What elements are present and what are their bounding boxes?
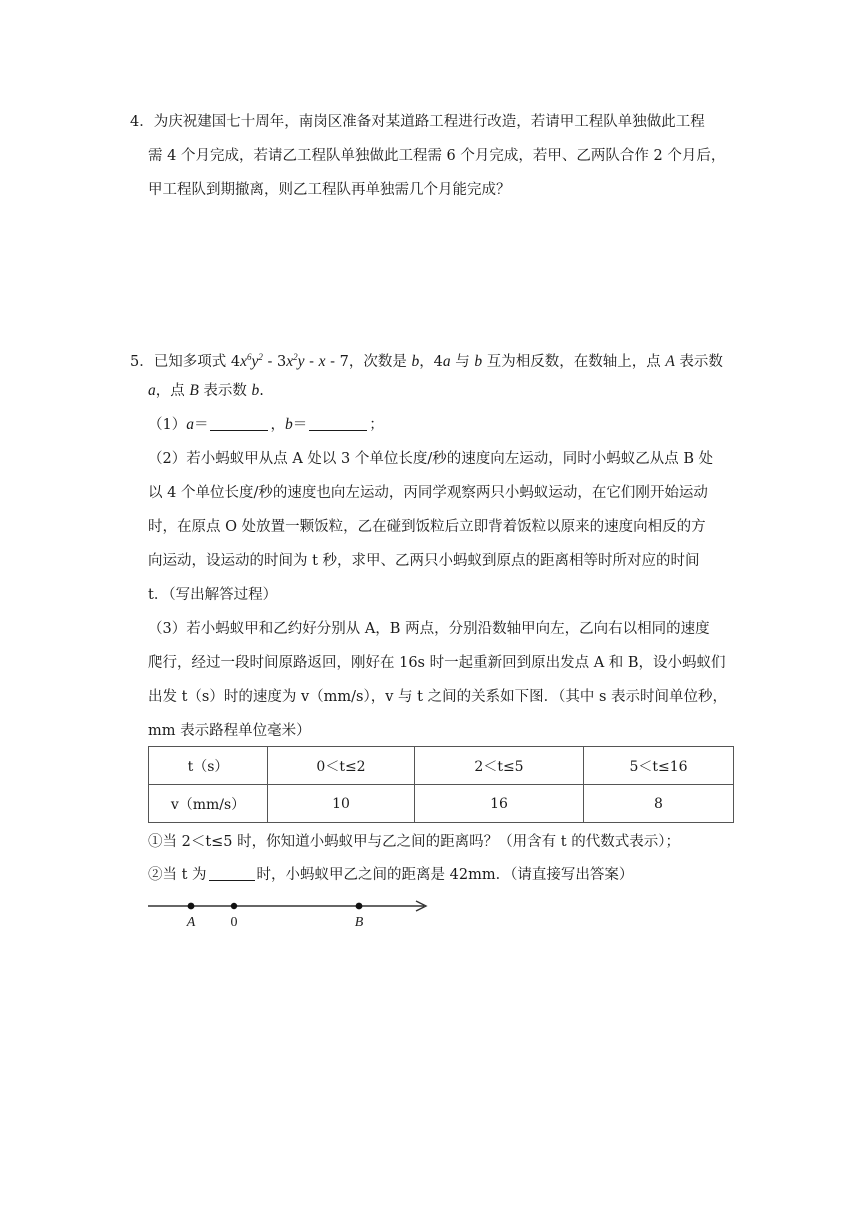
sub-2-prefix: ②当 t 为: [148, 867, 207, 883]
table-cell: 2＜t≤5: [415, 747, 584, 785]
point-b-dot: [356, 903, 363, 910]
q4-line-3: 甲工程队到期撤离，则乙工程队再单独需几个月能完成？: [148, 182, 511, 198]
polynomial-term-1: $x^6y^2$: [240, 352, 263, 370]
q4-line-2: 需 4 个月完成，若请乙工程队单独做此工程需 6 个月完成，若甲、乙两队合作 2 个月后，: [148, 148, 726, 164]
label-a: A: [186, 915, 196, 930]
polynomial-term-3: x: [318, 353, 326, 370]
q5-part-3-line-2: 爬行，经过一段时间原路返回，刚好在 16s 时一起重新回到原出发点 A 和 B，设小蚂蚁们: [148, 655, 726, 671]
polynomial-term-2: $x^2y$: [286, 352, 305, 370]
q5-sub-1: ①当 2＜t≤5 时，你知道小蚂蚁甲与乙之间的距离吗？（用含有 t 的代数式表示）；: [148, 834, 680, 850]
answer-blank-t[interactable]: [209, 866, 255, 881]
q5-stem2-pre: ，点: [155, 383, 190, 399]
var-a: a: [442, 353, 451, 370]
part-1-prefix: （1）: [148, 417, 187, 433]
var-b: b: [474, 353, 483, 370]
q5-part-3-line-4: mm 表示路程单位毫米）: [148, 723, 311, 739]
var-b: b: [411, 353, 420, 370]
point-a-dot: [188, 903, 195, 910]
answer-blank-b[interactable]: [309, 416, 367, 431]
q5-part-1: （1）a＝ ，b＝ ；: [148, 416, 384, 433]
table-header-row: [149, 747, 734, 785]
q5-part-2-line-3: 时，在原点 O 处放置一颗饭粒，乙在碰到饭粒后立即背着饭粒以原来的速度向相反的方: [148, 519, 706, 535]
table-cell: 16: [415, 785, 584, 823]
q5-part-2-line-4: 向运动，设运动的时间为 t 秒，求甲、乙两只小蚂蚁到原点的距离相等时所对应的时间: [148, 553, 700, 569]
table-cell: 10: [268, 785, 415, 823]
table-cell: t（s）: [149, 747, 268, 785]
q5-part-2-line-1: （2）若小蚂蚁甲从点 A 处以 3 个单位长度/秒的速度向左运动，同时小蚂蚁乙从点 B 处: [148, 451, 714, 467]
q5-stem-point: ，在数轴上，点: [559, 354, 666, 370]
q5-part-2-line-5: t．（写出解答过程）: [148, 587, 278, 603]
q5-stem-degree: - 7，次数是: [325, 354, 412, 370]
var-a: a: [186, 416, 194, 433]
table-cell: 5＜t≤16: [584, 747, 734, 785]
part-1-end: ；: [369, 417, 384, 433]
part-1-sep: ，: [270, 417, 285, 433]
var-b: b: [284, 416, 293, 433]
var-b: b: [251, 382, 260, 399]
table-cell: 0＜t≤2: [268, 747, 415, 785]
q5-stem-prefix: 5．已知多项式 4: [130, 354, 241, 370]
sub-2-suffix: 时，小蚂蚁甲乙之间的距离是 42mm．（请直接写出答案）: [256, 867, 634, 883]
table-row: [149, 785, 734, 823]
q5-stem-line-1: 5．已知多项式 $4x^6y^2 - 3x^2y$ - x - 7，次数是 b，4a 与 b 互为相反数，在数轴上，点 A 表示数: [130, 352, 723, 370]
q5-stem-end: 表示数: [674, 354, 723, 370]
q5-part-3-line-1: （3）若小蚂蚁甲和乙约好分别从 A，B 两点，分别沿数轴甲向左，乙向右以相同的速度: [148, 621, 710, 637]
label-origin: 0: [230, 915, 238, 930]
table-cell: v（mm/s）: [149, 785, 268, 823]
q4-line-1: 4．为庆祝建国七十周年，南岗区准备对某道路工程进行改造，若请甲工程队单独做此工程: [130, 114, 705, 130]
label-b: B: [354, 915, 364, 930]
var-a: a: [148, 382, 156, 399]
origin-dot: [231, 903, 237, 909]
velocity-table: [148, 746, 734, 823]
q5-part-2-line-2: 以 4 个单位长度/秒的速度也向左运动，丙同学观察两只小蚂蚁运动，在它们刚开始运动: [148, 485, 708, 501]
table-cell: 8: [584, 785, 734, 823]
answer-blank-a[interactable]: [210, 416, 268, 431]
q5-sub-2: [148, 865, 633, 885]
q5-stem-line-2: a，点 B 表示数 b.: [148, 382, 264, 399]
number-line: [140, 894, 440, 934]
point-a: A: [665, 353, 675, 370]
point-b: B: [189, 382, 199, 399]
q5-stem2-mid: 表示数: [198, 383, 252, 399]
q5-part-3-line-3: 出发 t（s）时的速度为 v（mm/s），v 与 t 之间的关系如下图．（其中 s 表示时间单位秒，: [148, 689, 728, 705]
